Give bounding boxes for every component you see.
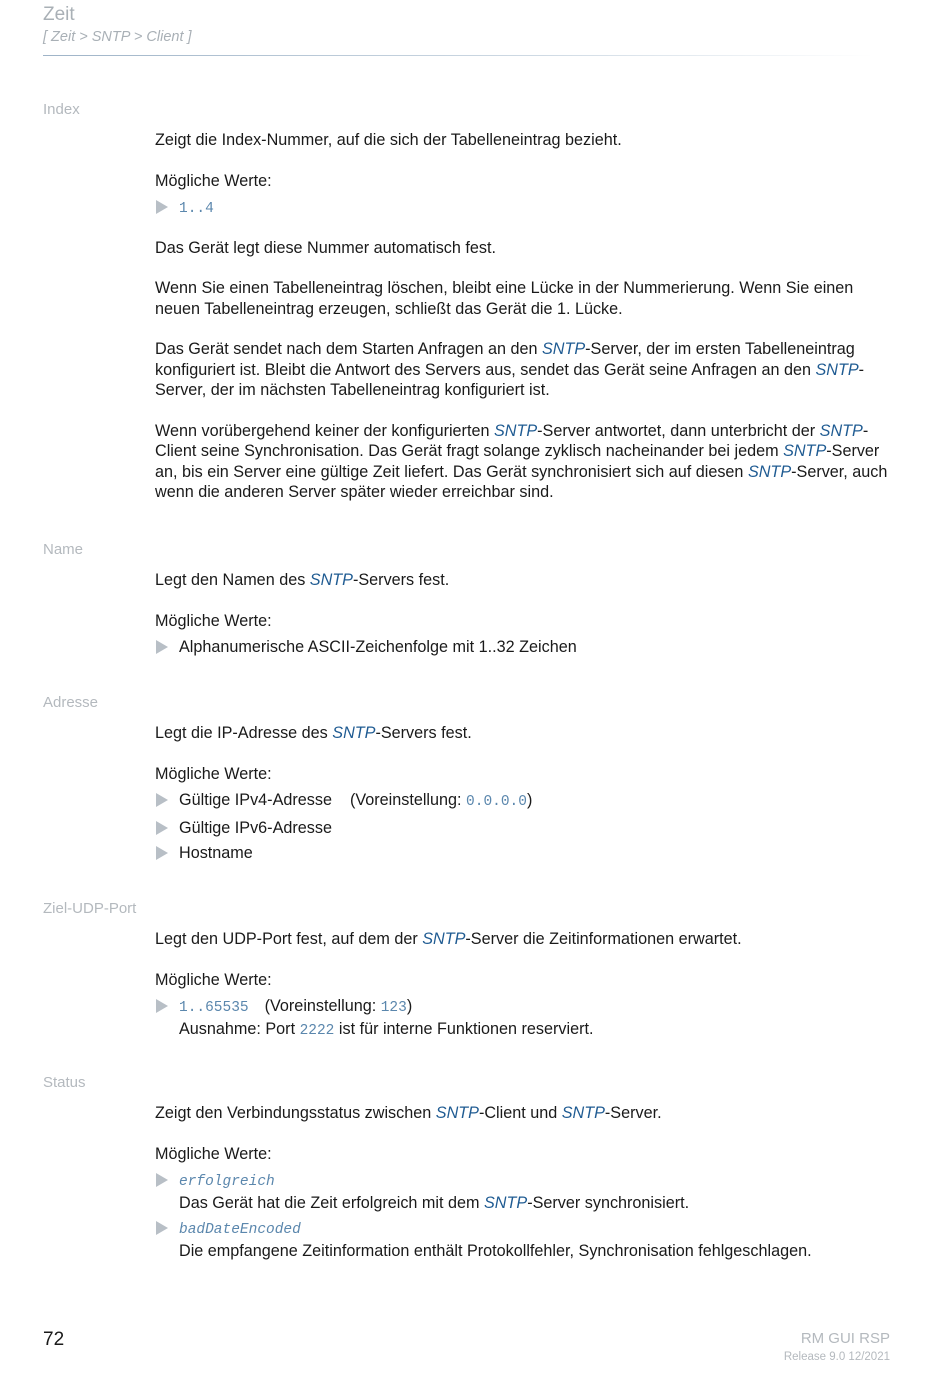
value-code: 1..4 bbox=[179, 201, 214, 217]
bullet-triangle-icon bbox=[156, 793, 168, 807]
index-intro: Zeigt die Index-Nummer, auf die sich der Tabelleneintrag bezieht. bbox=[155, 131, 622, 149]
bullet-triangle-icon bbox=[156, 1173, 168, 1187]
value-text: Alphanumerische ASCII-Zeichenfolge mit 1..32 Zeichen bbox=[179, 638, 577, 656]
reserved-port: 2222 bbox=[299, 1022, 335, 1039]
value-code: 1..65535 bbox=[179, 1000, 249, 1016]
port-intro: Legt den UDP-Port fest, auf dem der SNTP-Server die Zeitinformationen erwartet. bbox=[155, 930, 742, 948]
bullet-triangle-icon bbox=[156, 999, 168, 1013]
chapter-title: Zeit bbox=[43, 4, 75, 25]
value-text: Gültige IPv6-Adresse bbox=[179, 818, 332, 837]
bullet-triangle-icon bbox=[156, 640, 168, 654]
value-list bbox=[155, 790, 895, 864]
address-intro: Legt die IP-Adresse des SNTP-Servers fest. bbox=[155, 724, 472, 742]
term-sntp: SNTP bbox=[484, 1193, 528, 1212]
list-item: erfolgreich Das Gerät hat die Zeit erfolgreich mit dem SNTP-Server synchronisiert. bbox=[155, 1170, 895, 1213]
index-note-1: Das Gerät legt diese Nummer automatisch fest. bbox=[155, 238, 496, 257]
term-sntp: SNTP bbox=[541, 340, 586, 358]
term-sntp: SNTP bbox=[309, 571, 353, 589]
list-item: 1..65535 (Voreinstellung: 123) Ausnahme: Port 2222 ist für interne Funktionen reserviert. bbox=[155, 996, 895, 1041]
section-name bbox=[155, 570, 895, 663]
term-sntp: SNTP bbox=[783, 442, 827, 460]
term-sntp: SNTP bbox=[435, 1104, 479, 1122]
term-sntp: SNTP bbox=[747, 462, 792, 481]
value-code: badDateEncoded bbox=[179, 1222, 301, 1238]
list-item bbox=[155, 843, 895, 864]
list-item: badDateEncoded Die empfangene Zeitinformation enthält Protokollfehler, Synchronisation fehlgeschlagen. bbox=[155, 1218, 895, 1261]
term-sntp: SNTP bbox=[819, 421, 863, 440]
section-address bbox=[155, 723, 895, 869]
value-list bbox=[155, 1170, 895, 1261]
value-text: Gültige IPv4-Adresse bbox=[179, 791, 332, 809]
default-prefix: (Voreinstellung: bbox=[349, 791, 467, 809]
index-note-2: Wenn Sie einen Tabelleneintrag löschen, bleibt eine Lücke in der Nummerierung. Wenn Sie einen neuen Tabelleneintrag erzeugen, schließt das Gerät die 1. Lücke. bbox=[155, 279, 854, 318]
term-sntp: SNTP bbox=[493, 421, 538, 440]
possible-values-label: Mögliche Werte: bbox=[155, 970, 272, 989]
bullet-triangle-icon bbox=[156, 200, 168, 214]
list-item bbox=[155, 818, 895, 839]
list-item bbox=[155, 637, 895, 658]
section-label-port: Ziel-UDP-Port bbox=[43, 900, 137, 917]
value-list bbox=[155, 197, 895, 220]
value-list bbox=[155, 996, 895, 1041]
section-port bbox=[155, 929, 895, 1046]
page-header bbox=[43, 4, 873, 45]
release-info: Release 9.0 12/2021 bbox=[783, 1351, 890, 1363]
header-divider bbox=[43, 55, 873, 56]
section-status bbox=[155, 1103, 895, 1266]
bullet-triangle-icon bbox=[156, 1221, 168, 1235]
index-paragraph-4: Wenn vorübergehend keiner der konfigurierten SNTP-Server antwortet, dann unterbricht der SNTP-Client seine Synchronisation. Das Gerät fragt solange zyklisch nacheinander bei jedem SNTP-Server an, bis ein Server eine gültige Zeit liefert. Das Gerät synchronisiert sich auf diesen SNTP-Server, auch wenn die anderen Server später wieder erreichbar sind. bbox=[155, 421, 888, 501]
term-sntp: SNTP bbox=[332, 724, 376, 742]
value-text: Hostname bbox=[179, 844, 253, 862]
bullet-triangle-icon bbox=[156, 846, 168, 860]
page-number: 72 bbox=[43, 1329, 65, 1350]
section-index bbox=[155, 130, 895, 503]
name-intro: Legt den Namen des SNTP-Servers fest. bbox=[155, 571, 450, 589]
index-paragraph-3: Das Gerät sendet nach dem Starten Anfragen an den SNTP-Server, der im ersten Tabelleneintrag konfiguriert ist. Bleibt die Antwort des Servers aus, sendet das Gerät seine Anfragen an den SNTP-Server, der im nächsten Tabelleneintrag konfiguriert ist. bbox=[155, 340, 865, 399]
term-sntp: SNTP bbox=[561, 1104, 605, 1122]
list-item: Gültige IPv4-Adresse (Voreinstellung: 0.0.0.0) bbox=[155, 790, 895, 813]
bullet-triangle-icon bbox=[156, 821, 168, 835]
term-sntp: SNTP bbox=[422, 930, 466, 948]
default-value: 123 bbox=[380, 1000, 407, 1016]
status-intro: Zeigt den Verbindungsstatus zwischen SNTP-Client und SNTP-Server. bbox=[155, 1104, 662, 1122]
possible-values-label: Mögliche Werte: bbox=[155, 611, 272, 630]
section-label-status: Status bbox=[43, 1074, 86, 1091]
possible-values-label: Mögliche Werte: bbox=[155, 1144, 272, 1163]
default-value: 0.0.0.0 bbox=[466, 794, 527, 810]
term-sntp: SNTP bbox=[815, 360, 859, 379]
possible-values-label: Mögliche Werte: bbox=[155, 171, 272, 190]
value-code: erfolgreich bbox=[179, 1174, 275, 1190]
list-item bbox=[155, 197, 895, 220]
product-name: RM GUI RSP bbox=[800, 1330, 890, 1347]
section-label-index: Index bbox=[43, 101, 80, 118]
breadcrumb: [ Zeit > SNTP > Client ] bbox=[43, 29, 192, 45]
section-label-name: Name bbox=[43, 541, 84, 558]
section-label-address: Adresse bbox=[43, 694, 99, 711]
possible-values-label: Mögliche Werte: bbox=[155, 764, 272, 783]
value-list bbox=[155, 637, 895, 658]
